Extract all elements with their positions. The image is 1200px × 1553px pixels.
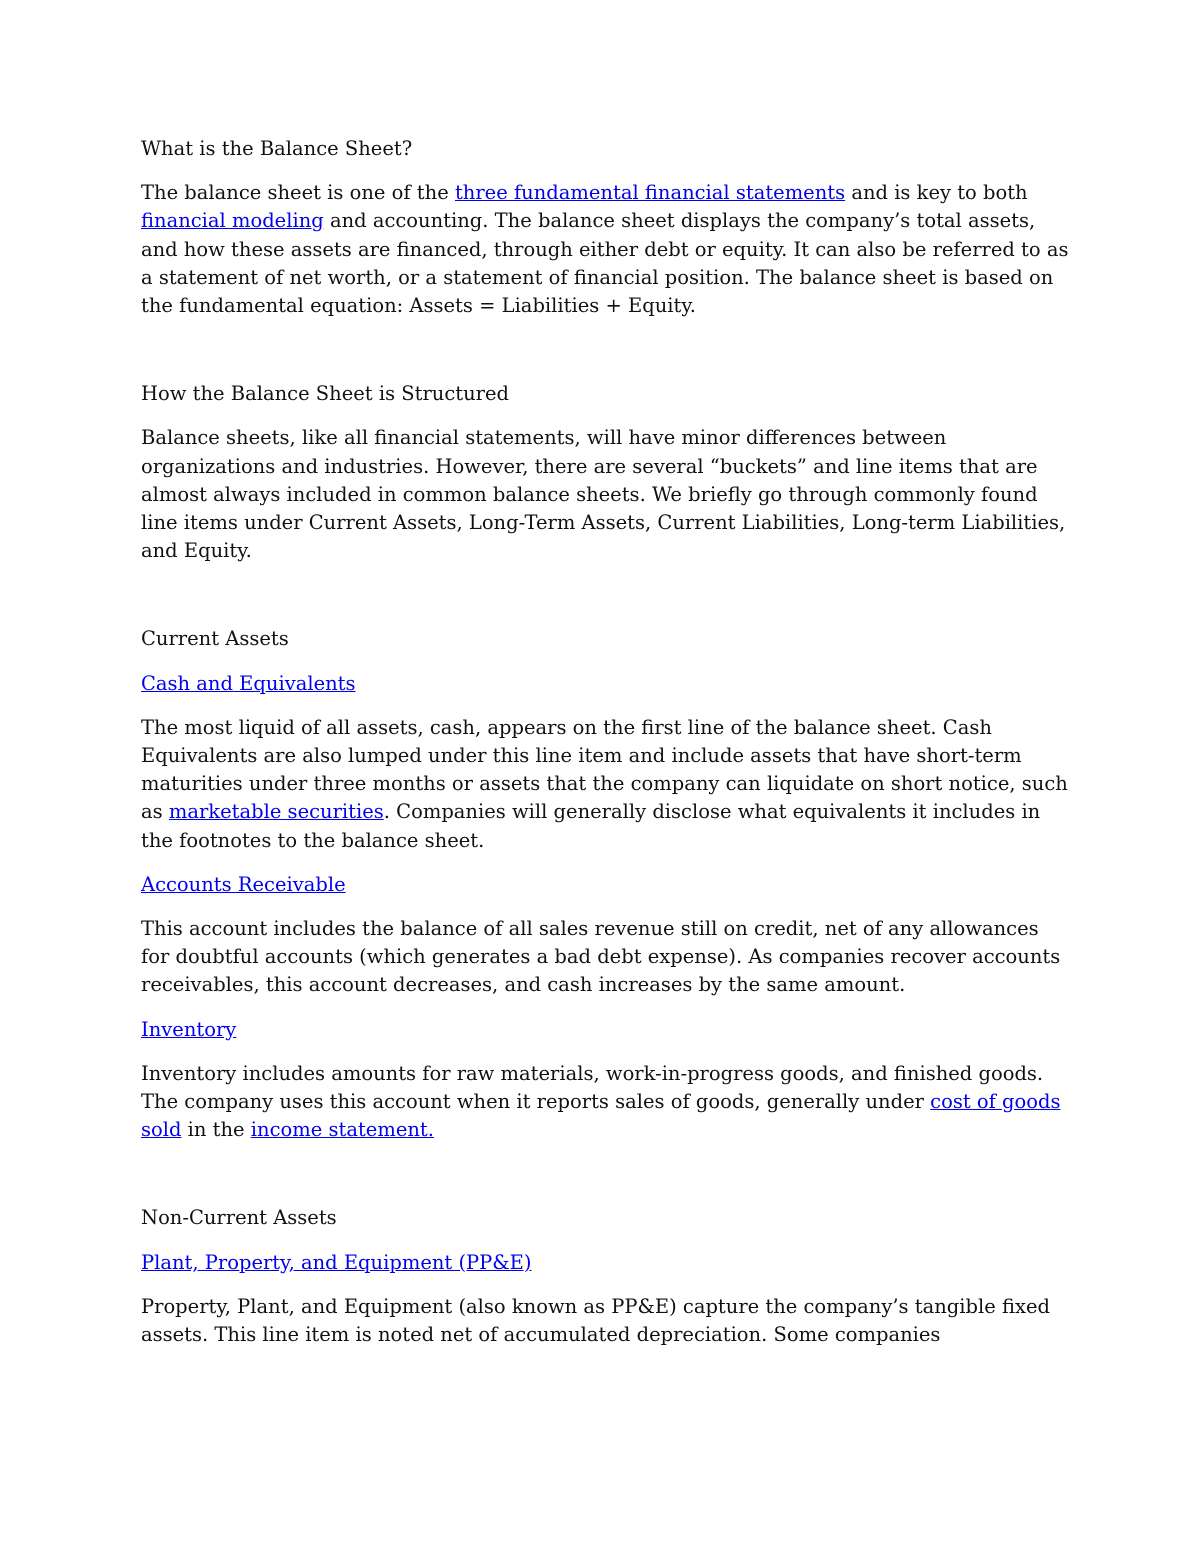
text-segment: . Companies will generally disclose what equivalents it includes in the footnotes to the balance sheet. (141, 800, 1041, 852)
link-cash-and-equivalents[interactable]: Cash and Equivalents (141, 671, 356, 695)
subheading-cash-and-equivalents (141, 670, 1071, 698)
paragraph-ppe: Property, Plant, and Equipment (also known as PP&E) capture the company’s tangible fixed assets. This line item is noted net of accumulated depreciation. Some companies (141, 1294, 1050, 1347)
document-page (141, 135, 1071, 1365)
paragraph-accounts-receivable: This account includes the balance of all sales revenue still on credit, net of any allowances for doubtful accounts (which generates a bad debt expense). As companies recover accounts receivables, this account decreases, and cash increases by the same amount. (141, 917, 1061, 997)
text-segment: The most liquid of all assets, cash, appears on the first line of the balance sheet. Cash Equivalents are also lumped under this line item and include assets that have short-term maturities under three months or assets that the company can liquidate on short notice, such as (141, 715, 1068, 824)
link-financial-modeling[interactable]: financial modeling (141, 209, 324, 233)
subheading-accounts-receivable (141, 871, 1071, 899)
subheading-inventory (141, 1016, 1071, 1044)
paragraph-balance-sheet-intro (141, 179, 1071, 320)
section-heading-non-current-assets: Non-Current Assets (141, 1206, 337, 1230)
text-segment: and accounting. The balance sheet displays the company’s total assets, and how these assets are financed, through either debt or equity. It can also be referred to as a statement of net worth, or a statement of financial position. The balance sheet is based on the fundamental equation: Assets = Liabilities + Equity. (141, 209, 1069, 318)
paragraph-cash-and-equivalents (141, 714, 1071, 855)
section-heading-structure: How the Balance Sheet is Structured (141, 382, 510, 406)
link-three-fundamental-statements[interactable]: three fundamental financial statements (454, 181, 846, 205)
subheading-ppe (141, 1249, 1071, 1277)
text-segment: The balance sheet is one of the (141, 181, 455, 205)
link-accounts-receivable[interactable]: Accounts Receivable (141, 872, 346, 896)
link-marketable-securities[interactable]: marketable securities (168, 800, 384, 824)
link-income-statement[interactable]: income statement. (250, 1118, 434, 1142)
paragraph-inventory (141, 1060, 1071, 1145)
section-heading-current-assets: Current Assets (141, 627, 289, 651)
section-heading-balance-sheet: What is the Balance Sheet? (141, 137, 413, 160)
link-inventory[interactable]: Inventory (141, 1017, 237, 1041)
link-cost-of-goods-sold[interactable]: cost of goods sold (141, 1090, 1061, 1142)
link-ppe[interactable]: Plant, Property, and Equipment (PP&E) (141, 1250, 532, 1274)
paragraph-structure: Balance sheets, like all financial statements, will have minor differences between organizations and industries. However, there are several “buckets” and line items that are almost always included in common balance sheets. We briefly go through commonly found line items under Current Assets, Long-Term Assets, Current Liabilities, Long-term Liabilities, and Equity. (141, 426, 1066, 563)
text-segment: in the (181, 1118, 251, 1142)
text-segment: Inventory includes amounts for raw materials, work-in-progress goods, and finished goods. The company uses this account when it reports sales of goods, generally under (141, 1061, 1044, 1114)
text-segment: and is key to both (845, 181, 1028, 205)
